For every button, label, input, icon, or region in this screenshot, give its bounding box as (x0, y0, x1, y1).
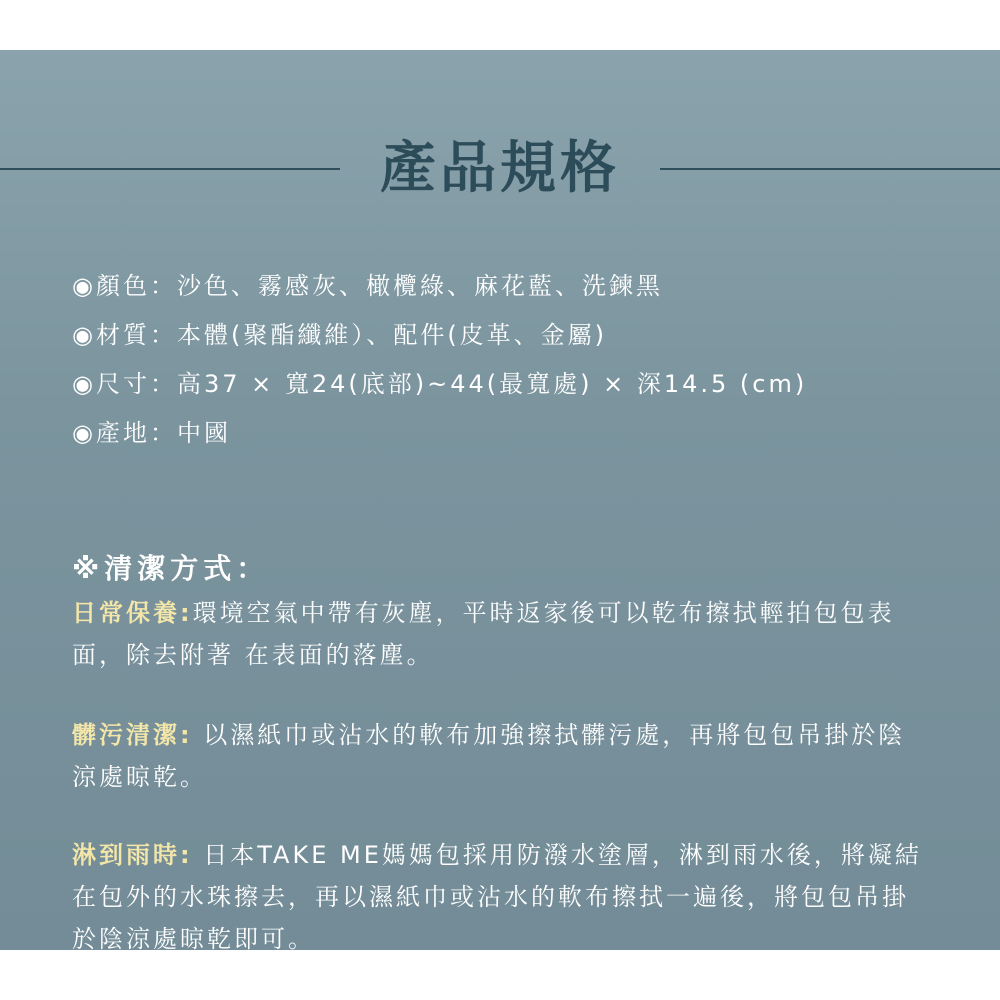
bullet-icon: ◉ (72, 272, 96, 300)
care-text: 日本TAKE ME媽媽包採用防潑水塗層，淋到雨水後，將凝結在包外的水珠擦去，再以濕紙巾或沾水的軟布擦拭一遍後，將包包吊掛於陰涼處晾乾即可。 (72, 841, 922, 953)
spec-panel (0, 50, 1000, 953)
spec-item-origin (72, 411, 972, 460)
spec-list (72, 264, 972, 460)
title-rule-left (0, 168, 340, 170)
care-label: 淋到雨時: (72, 841, 193, 869)
title-row (0, 102, 1000, 201)
spec-item-color (72, 264, 972, 313)
spec-text: 材質：本體(聚酯纖維）、配件(皮革、金屬) (95, 321, 608, 349)
bullet-icon: ◉ (72, 321, 96, 349)
bullet-icon: ◉ (72, 419, 96, 447)
care-text: 以濕紙巾或沾水的軟布加強擦拭髒污處，再將包包吊掛於陰涼處晾乾。 (72, 721, 906, 791)
care-item-stain (72, 714, 932, 798)
spec-text: 尺寸：高37 × 寬24(底部)~44(最寬處) × 深14.5 (cm) (95, 370, 808, 398)
spec-text: 產地：中國 (95, 419, 231, 447)
care-item-rain (72, 834, 932, 960)
care-section-title: ※清潔方式： (72, 552, 270, 585)
care-item-daily (72, 592, 932, 676)
care-label: 髒污清潔: (72, 721, 193, 749)
bullet-icon: ◉ (72, 370, 96, 398)
spec-item-material (72, 313, 972, 362)
care-label: 日常保養: (72, 599, 193, 627)
page-title: 產品規格 (380, 135, 620, 201)
care-text: 環境空氣中帶有灰塵，平時返家後可以乾布擦拭輕拍包包表面，除去附著 在表面的落塵。 (72, 599, 895, 669)
title-rule-right (660, 168, 1000, 170)
spec-text: 顏色：沙色、霧感灰、橄欖綠、麻花藍、洗鍊黑 (95, 272, 663, 300)
spec-item-size (72, 362, 972, 411)
